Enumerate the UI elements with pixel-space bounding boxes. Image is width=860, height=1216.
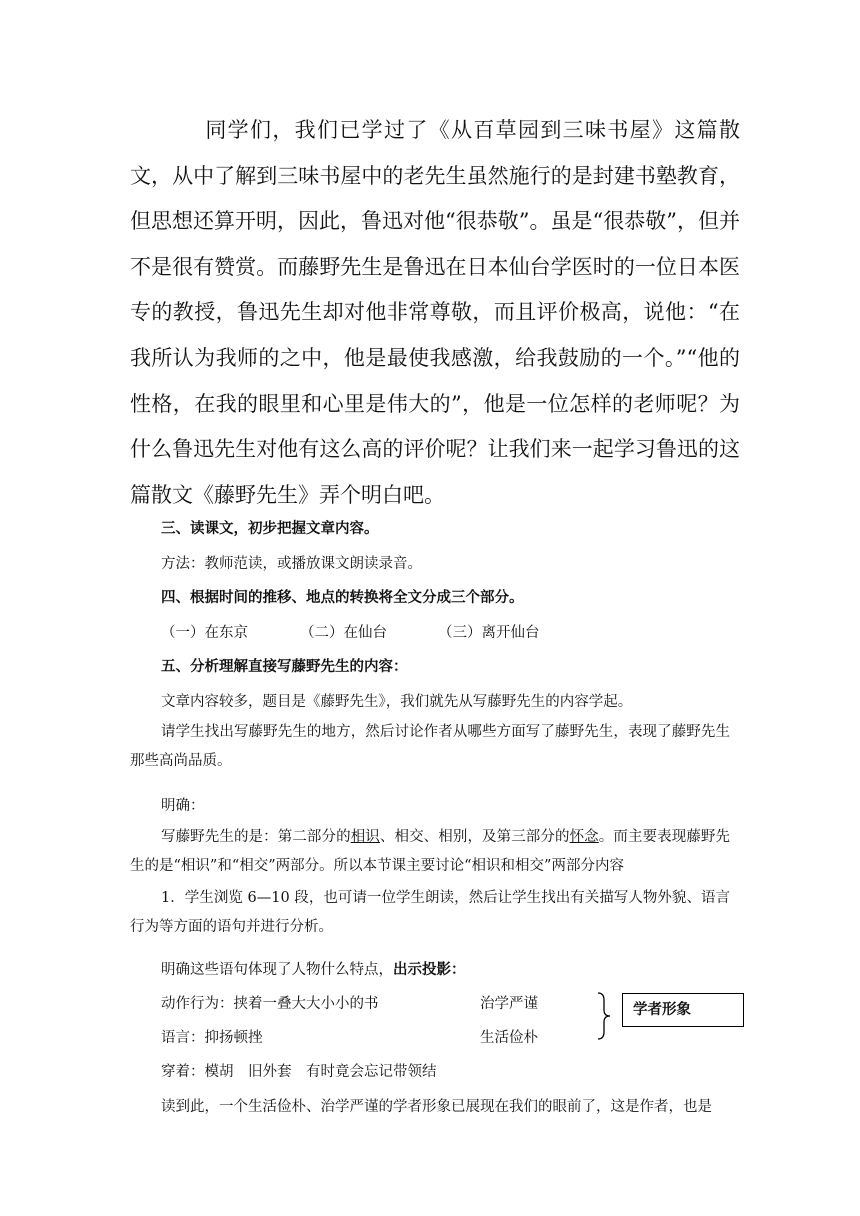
section4-heading: 四、根据时间的推移、地点的转换将全文分成三个部分。: [161, 589, 524, 606]
section3-method: 方法：教师范读，或播放课文朗读录音。: [161, 556, 422, 572]
p4-text-b: 、相交、相别，及第三部分的: [379, 829, 570, 845]
p4-underlined-2: 怀念: [569, 829, 599, 845]
curly-brace-icon: [596, 992, 612, 1040]
part-1: （一）在东京: [161, 625, 248, 641]
section5-p2: 请学生找出写藤野先生的地方，然后讨论作者从哪些方面写了藤野先生，表现了藤野先生那些高尚品质。: [130, 724, 730, 769]
section5-p4: [130, 823, 730, 881]
row2-left: 语言：抑扬顿挫: [161, 1030, 263, 1046]
section5-heading: 五、分析理解直接写藤野先生的内容：: [161, 658, 408, 675]
intro-text: 同学们，我们已学过了《从百草园到三味书屋》这篇散文，从中了解到三味书屋中的老先生虽然施行的是封建书塾教育，但思想还算开明，因此，鲁迅对他“很恭敬”。虽是“很恭敬”，但并不是很有赞赏。而藤野先生是鲁迅在日本仙台学医时的一位日本医专的教授，鲁迅先生却对他非常尊敬，而且评价极高，说他：“在我所认为我师的之中，他是最使我感激，给我鼓励的一个。”“他的性格，在我的眼里和心里是伟大的”，他是一位怎样的老师呢？为什么鲁迅先生对他有这么高的评价呢？让我们来一起学习鲁迅的这篇散文《藤野先生》弄个明白吧。: [130, 118, 740, 507]
row2-right: 生活俭朴: [480, 1030, 538, 1046]
p4-underlined-1: 相识: [350, 829, 380, 845]
section5-p6: [161, 958, 466, 979]
p4-text-c: 。而主要表现藤野先生的是“相识”和“相交”两部分。所以本节课主要讨论“相识和相交”两部分内容: [130, 829, 731, 874]
part-3: （三）离开仙台: [438, 625, 540, 641]
p4-text-a: 写藤野先生的是：第二部分的: [161, 829, 351, 845]
row3: 穿着：模胡 旧外套 有时竟会忘记带领结: [161, 1064, 437, 1080]
section3-heading: 三、读课文，初步把握文章内容。: [161, 520, 379, 537]
row1-right: 治学严谨: [480, 996, 538, 1012]
scholar-image-box: 学者形象: [622, 993, 744, 1027]
section5-p3: 明确：: [161, 798, 205, 814]
section5-p5: 1．学生浏览 6—10 段，也可请一位学生朗读，然后让学生找出有关描写人物外貌、语言行为等方面的语句并进行分析。: [130, 890, 730, 935]
section5-p1: 文章内容较多，题目是《藤野先生》，我们就先从写藤野先生的内容学起。: [161, 694, 633, 710]
section5-p7: 读到此，一个生活俭朴、治学严谨的学者形象已展现在我们的眼前了，这是作者，也是: [161, 1099, 712, 1115]
intro-paragraph: [130, 108, 740, 518]
p6-text: 明确这些语句体现了人物什么特点，: [161, 962, 393, 978]
row1-left: 动作行为：挟着一叠大大小小的书: [161, 996, 379, 1012]
part-2: （二）在仙台: [300, 625, 387, 641]
p6-bold-text: 出示投影：: [393, 961, 466, 978]
